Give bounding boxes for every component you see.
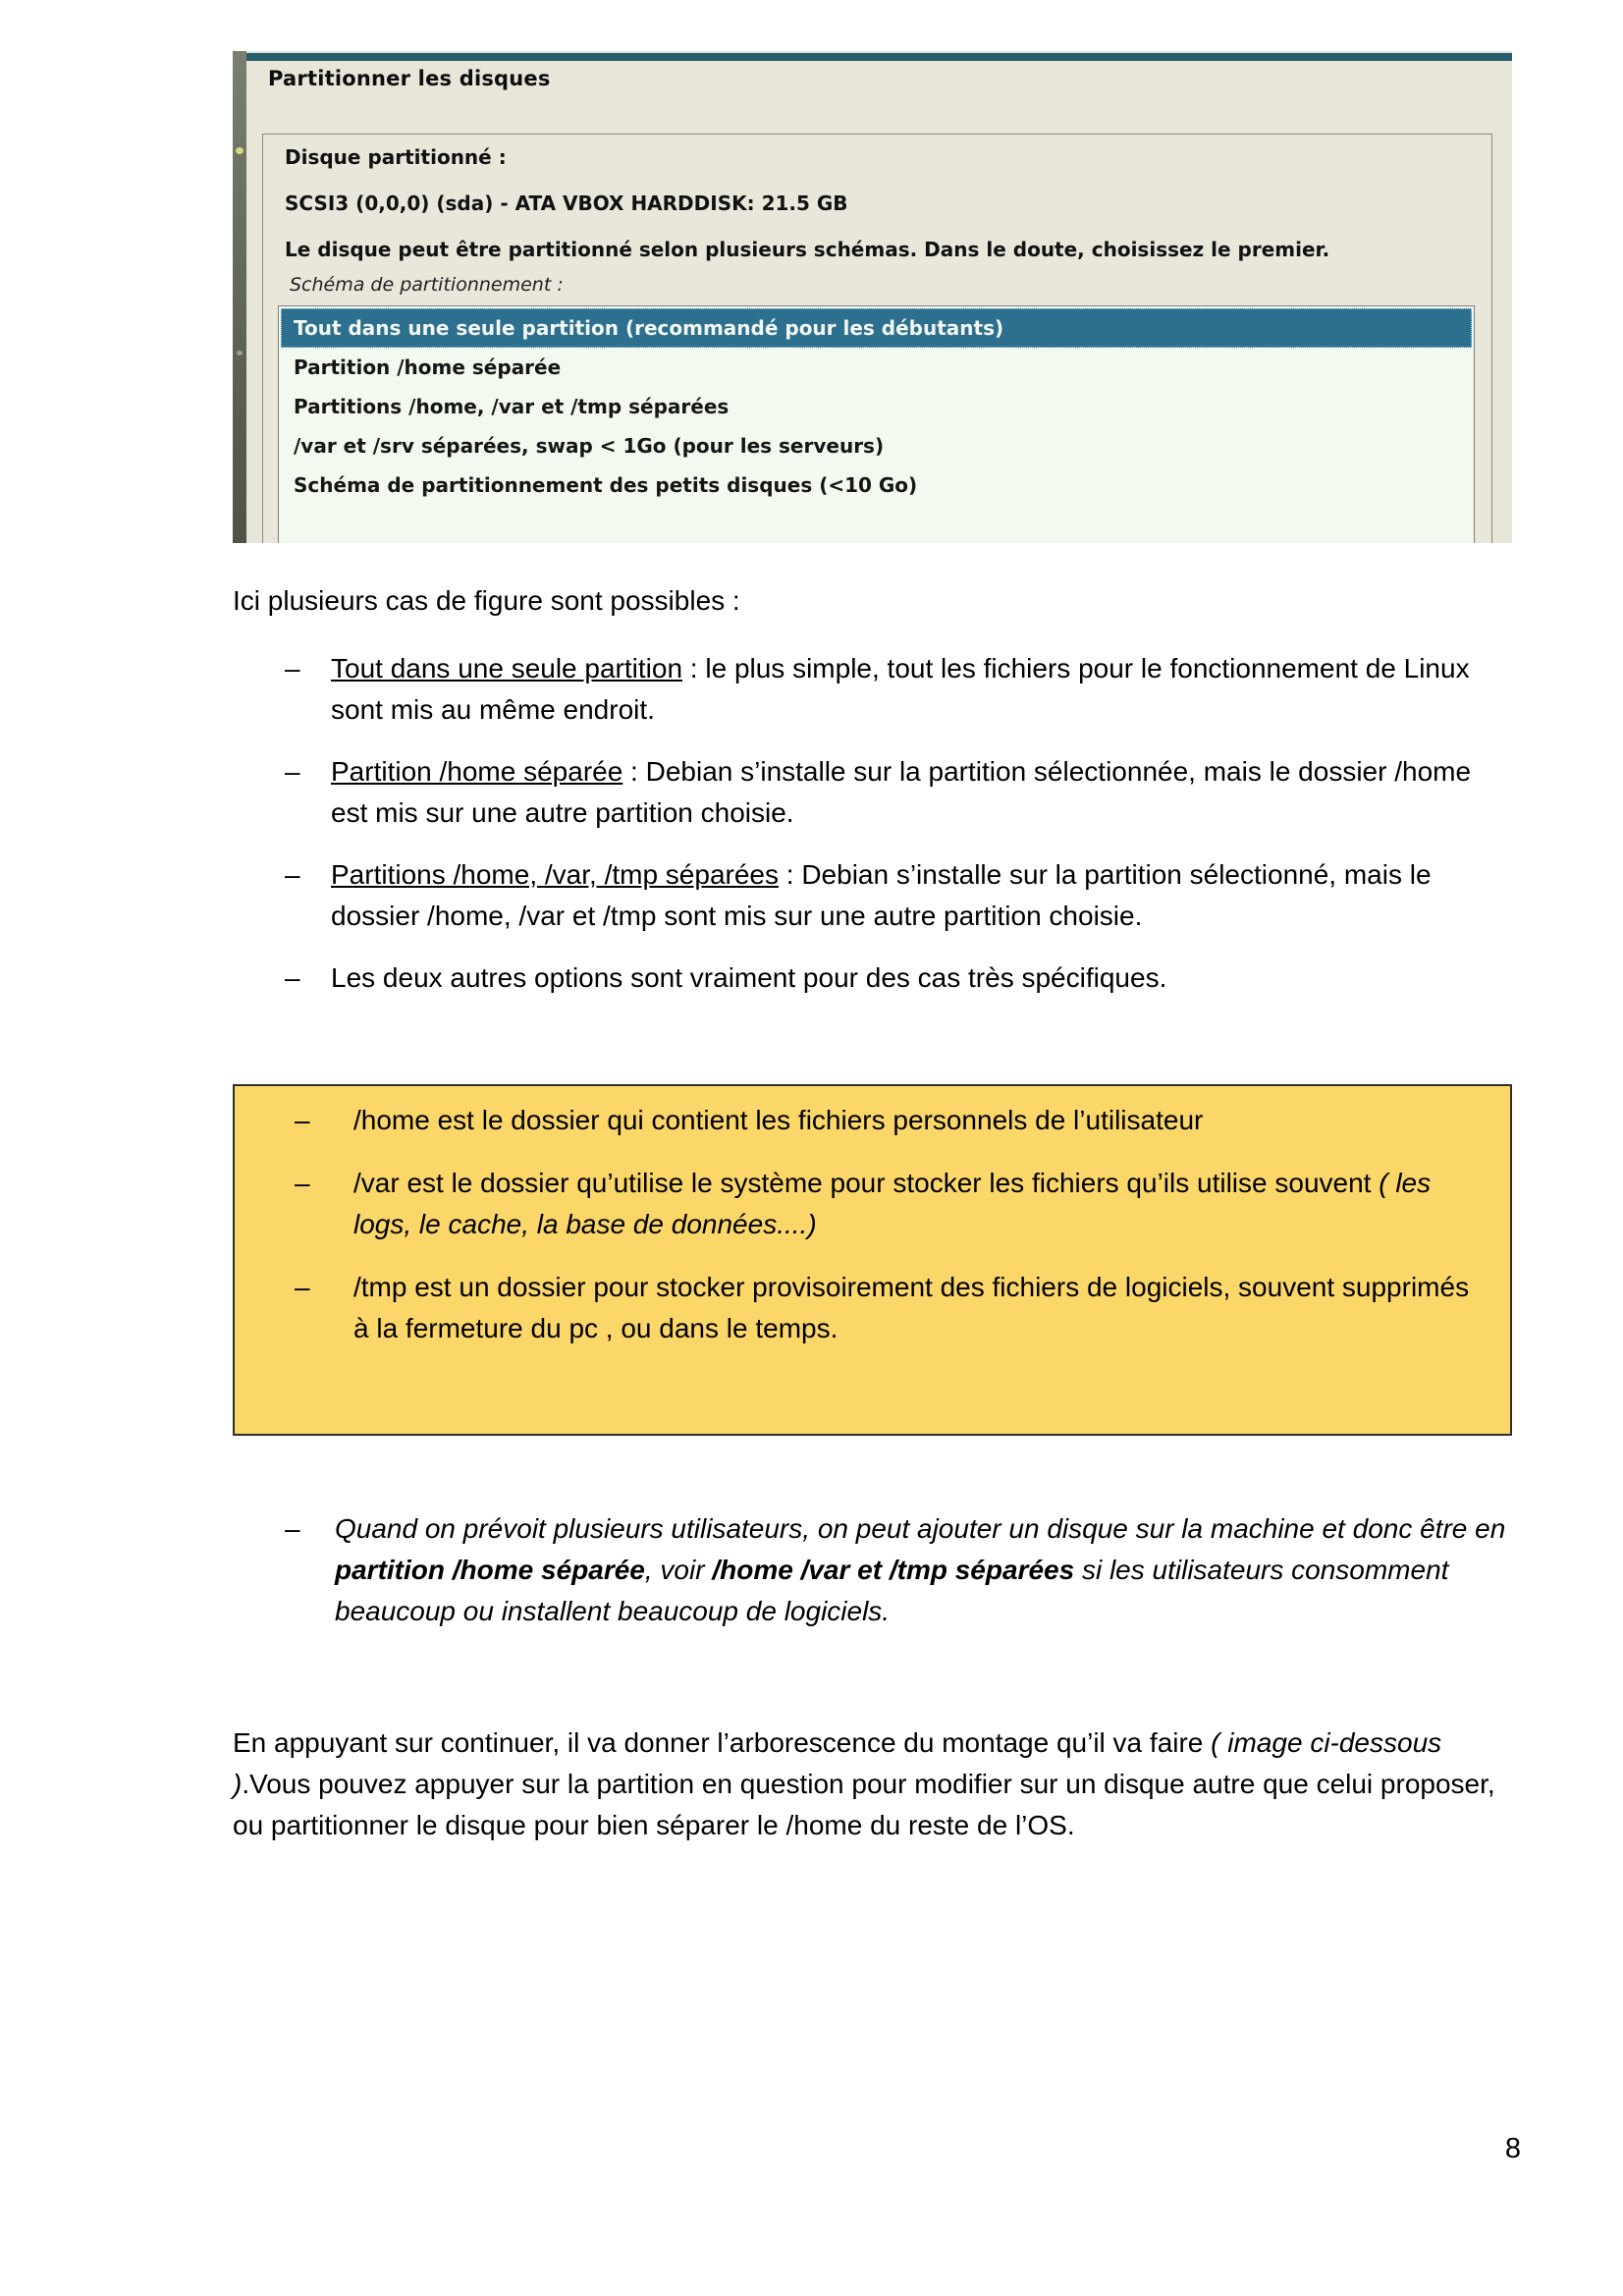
bullet-dash: – (285, 653, 300, 683)
multi-user-seg-bold: partition /home séparée (335, 1555, 645, 1585)
scheme-label: Schéma de partitionnement : (290, 274, 564, 296)
bullet-dash: – (285, 1513, 300, 1544)
bullet-separate-home (285, 751, 1512, 834)
window-edge-speck (237, 351, 243, 355)
bullet-text (331, 854, 1512, 937)
bullet-dash: – (285, 756, 300, 787)
multi-user-bullet (285, 1508, 1512, 1632)
bullet-lead: Tout dans une seule partition (331, 653, 683, 683)
multi-user-seg: si les utilisateurs consomment beaucoup ou installent beaucoup de logiciels. (335, 1555, 1449, 1626)
bullet-rest: : Debian s’installe sur la partition sélectionné, mais le dossier /home, /var et /tmp sont mis sur une autre partition choisie. (331, 859, 1432, 931)
bullet-other-options (285, 957, 1512, 999)
window-edge-speck (236, 147, 243, 154)
options-bullet-list (233, 648, 1512, 999)
note-text-main: /home est le dossier qui contient les fichiers personnels de l’utilisateur (353, 1105, 1204, 1135)
installer-titlebar (233, 53, 1512, 61)
scheme-option-server[interactable]: /var et /srv séparées, swap < 1Go (pour les serveurs) (294, 434, 885, 458)
installer-screenshot (233, 51, 1512, 543)
bullet-text (335, 1508, 1512, 1632)
bullet-dash: – (295, 1272, 310, 1302)
multi-user-seg-bold: /home /var et /tmp séparées (712, 1555, 1075, 1585)
multi-user-seg: , voir (644, 1555, 713, 1585)
bullet-text (331, 751, 1512, 834)
closing-paragraph (233, 1722, 1512, 1846)
note-text-italic: ( les logs, le cache, la base de données....) (353, 1168, 1432, 1239)
note-box (233, 1084, 1512, 1436)
scheme-option-separate-home-var-tmp[interactable]: Partitions /home, /var et /tmp séparées (294, 395, 730, 418)
note-text (353, 1163, 1483, 1245)
body-text (233, 580, 1512, 1846)
bullet-single-partition (285, 648, 1512, 731)
bullet-text (331, 648, 1512, 731)
partition-scheme-list (278, 305, 1475, 543)
disk-description: SCSI3 (0,0,0) (sda) - ATA VBOX HARDDISK: 21.5 GB (285, 191, 848, 215)
closing-seg: En appuyant sur continuer, il va donner l’arborescence du montage qu’il va faire (233, 1727, 1212, 1758)
scheme-option-single-partition[interactable]: Tout dans une seule partition (recommandé pour les débutants) (281, 308, 1472, 348)
bullet-rest: : le plus simple, tout les fichiers pour le fonctionnement de Linux sont mis au même endroit. (331, 653, 1470, 725)
installer-step-title: Partitionner les disques (268, 67, 551, 90)
bullet-lead: Partitions /home, /var, /tmp séparées (331, 859, 779, 890)
partition-hint-text: Le disque peut être partitionné selon plusieurs schémas. Dans le doute, choisissez le premier. (285, 238, 1330, 261)
note-bullet-tmp (295, 1267, 1483, 1349)
bullet-separate-home-var-tmp (285, 854, 1512, 937)
closing-seg-italic: ( image ci-dessous ) (233, 1727, 1442, 1799)
bullet-dash: – (295, 1168, 310, 1198)
note-text-main: /tmp est un dossier pour stocker provisoirement des fichiers de logiciels, souvent supprimés à la fermeture du pc , ou dans le temps. (353, 1272, 1470, 1343)
partitioned-disk-label: Disque partitionné : (285, 145, 507, 169)
scheme-option-small-disks[interactable]: Schéma de partitionnement des petits disques (<10 Go) (294, 473, 918, 497)
bullet-dash: – (295, 1105, 310, 1135)
bullet-lead: Partition /home séparée (331, 756, 623, 787)
note-bullet-home (295, 1100, 1483, 1141)
note-bullet-var (295, 1163, 1483, 1245)
bullet-rest: : Debian s’installe sur la partition sélectionnée, mais le dossier /home est mis sur une autre partition choisie. (331, 756, 1472, 828)
bullet-dash: – (285, 962, 300, 993)
intro-paragraph: Ici plusieurs cas de figure sont possibles : (233, 585, 740, 616)
scheme-option-separate-home[interactable]: Partition /home séparée (294, 355, 562, 379)
note-text (353, 1267, 1483, 1349)
bullet-rest: Les deux autres options sont vraiment pour des cas très spécifiques. (331, 962, 1167, 993)
closing-seg: .Vous pouvez appuyer sur la partition en question pour modifier sur un disque autre que celui proposer, ou partitionner le disque pour bien séparer le /home du reste de l’OS. (233, 1769, 1495, 1840)
note-text (353, 1100, 1483, 1141)
note-text-main: /var est le dossier qu’utilise le système pour stocker les fichiers qu’ils utilise souvent (353, 1168, 1380, 1198)
installer-panel (262, 134, 1492, 543)
installer-window-edge (233, 51, 246, 543)
bullet-text (331, 957, 1512, 999)
multi-user-seg: Quand on prévoit plusieurs utilisateurs, on peut ajouter un disque sur la machine et donc être en (335, 1513, 1506, 1544)
bullet-dash: – (285, 859, 300, 890)
page-number: 8 (1504, 2133, 1521, 2164)
